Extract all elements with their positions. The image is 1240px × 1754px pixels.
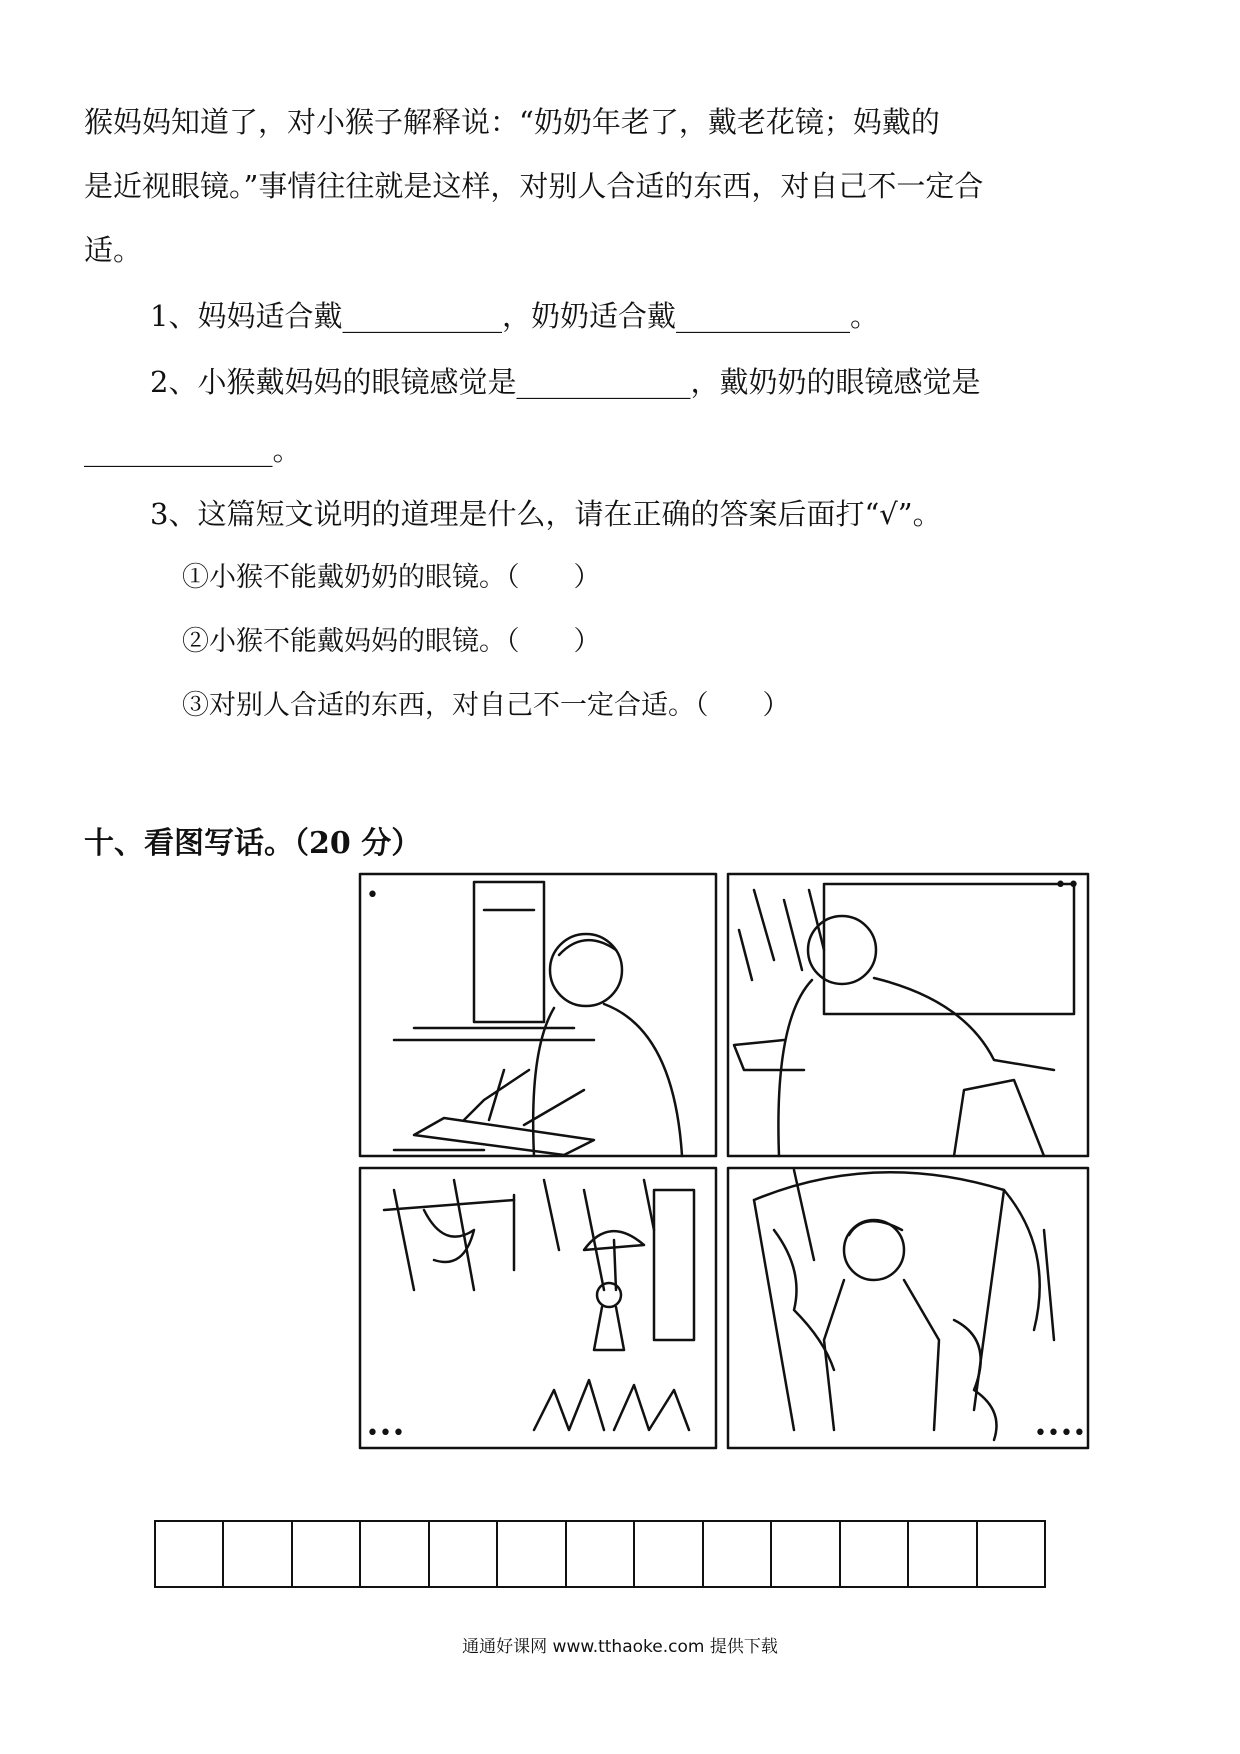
option-3: ③对别人合适的东西，对自己不一定合适。（ ） — [182, 690, 790, 721]
question-2-part-a: 2、小猴戴妈妈的眼镜感觉是____________，戴奶奶的眼镜感觉是 — [150, 365, 981, 399]
comic-panel-3 — [360, 1168, 716, 1448]
writing-cell[interactable] — [293, 1522, 361, 1586]
writing-cell[interactable] — [498, 1522, 566, 1586]
writing-cell[interactable] — [772, 1522, 840, 1586]
comic-panel-1 — [360, 874, 716, 1156]
writing-cell[interactable] — [156, 1522, 224, 1586]
section-title: 十、看图写话。（20 分） — [84, 826, 422, 861]
panel-4-marker: •••• — [1034, 1421, 1086, 1446]
comic-strip-illustration — [354, 870, 1094, 1452]
writing-cell[interactable] — [635, 1522, 703, 1586]
writing-cell[interactable] — [704, 1522, 772, 1586]
writing-cell[interactable] — [978, 1522, 1044, 1586]
question-3: 3、这篇短文说明的道理是什么，请在正确的答案后面打“√”。 — [150, 497, 942, 531]
comic-panel-4 — [728, 1168, 1088, 1448]
writing-cell[interactable] — [430, 1522, 498, 1586]
comic-panel-2 — [728, 874, 1088, 1156]
option-1: ①小猴不能戴奶奶的眼镜。（ ） — [182, 562, 601, 593]
panel-1-marker: • — [366, 883, 379, 908]
panel-2-marker: •• — [1054, 873, 1080, 898]
footer-watermark: 通通好课网 www.tthaoke.com 提供下载 — [462, 1637, 778, 1657]
passage-line-2: 是近视眼镜。”事情往往就是这样，对别人合适的东西，对自己不一定合 — [84, 169, 984, 203]
question-2-part-b: _____________。 — [84, 433, 302, 467]
panel-3-marker: ••• — [366, 1421, 405, 1446]
passage-line-1: 猴妈妈知道了，对小猴子解释说：“奶奶年老了，戴老花镜；妈戴的 — [84, 105, 940, 139]
writing-cell[interactable] — [224, 1522, 292, 1586]
question-1: 1、妈妈适合戴___________，奶奶适合戴____________。 — [150, 299, 879, 333]
writing-cell[interactable] — [361, 1522, 429, 1586]
option-2: ②小猴不能戴妈妈的眼镜。（ ） — [182, 626, 601, 657]
writing-cell[interactable] — [841, 1522, 909, 1586]
passage-line-3: 适。 — [84, 233, 143, 267]
writing-cell[interactable] — [909, 1522, 977, 1586]
writing-grid — [154, 1520, 1046, 1588]
writing-cell[interactable] — [567, 1522, 635, 1586]
